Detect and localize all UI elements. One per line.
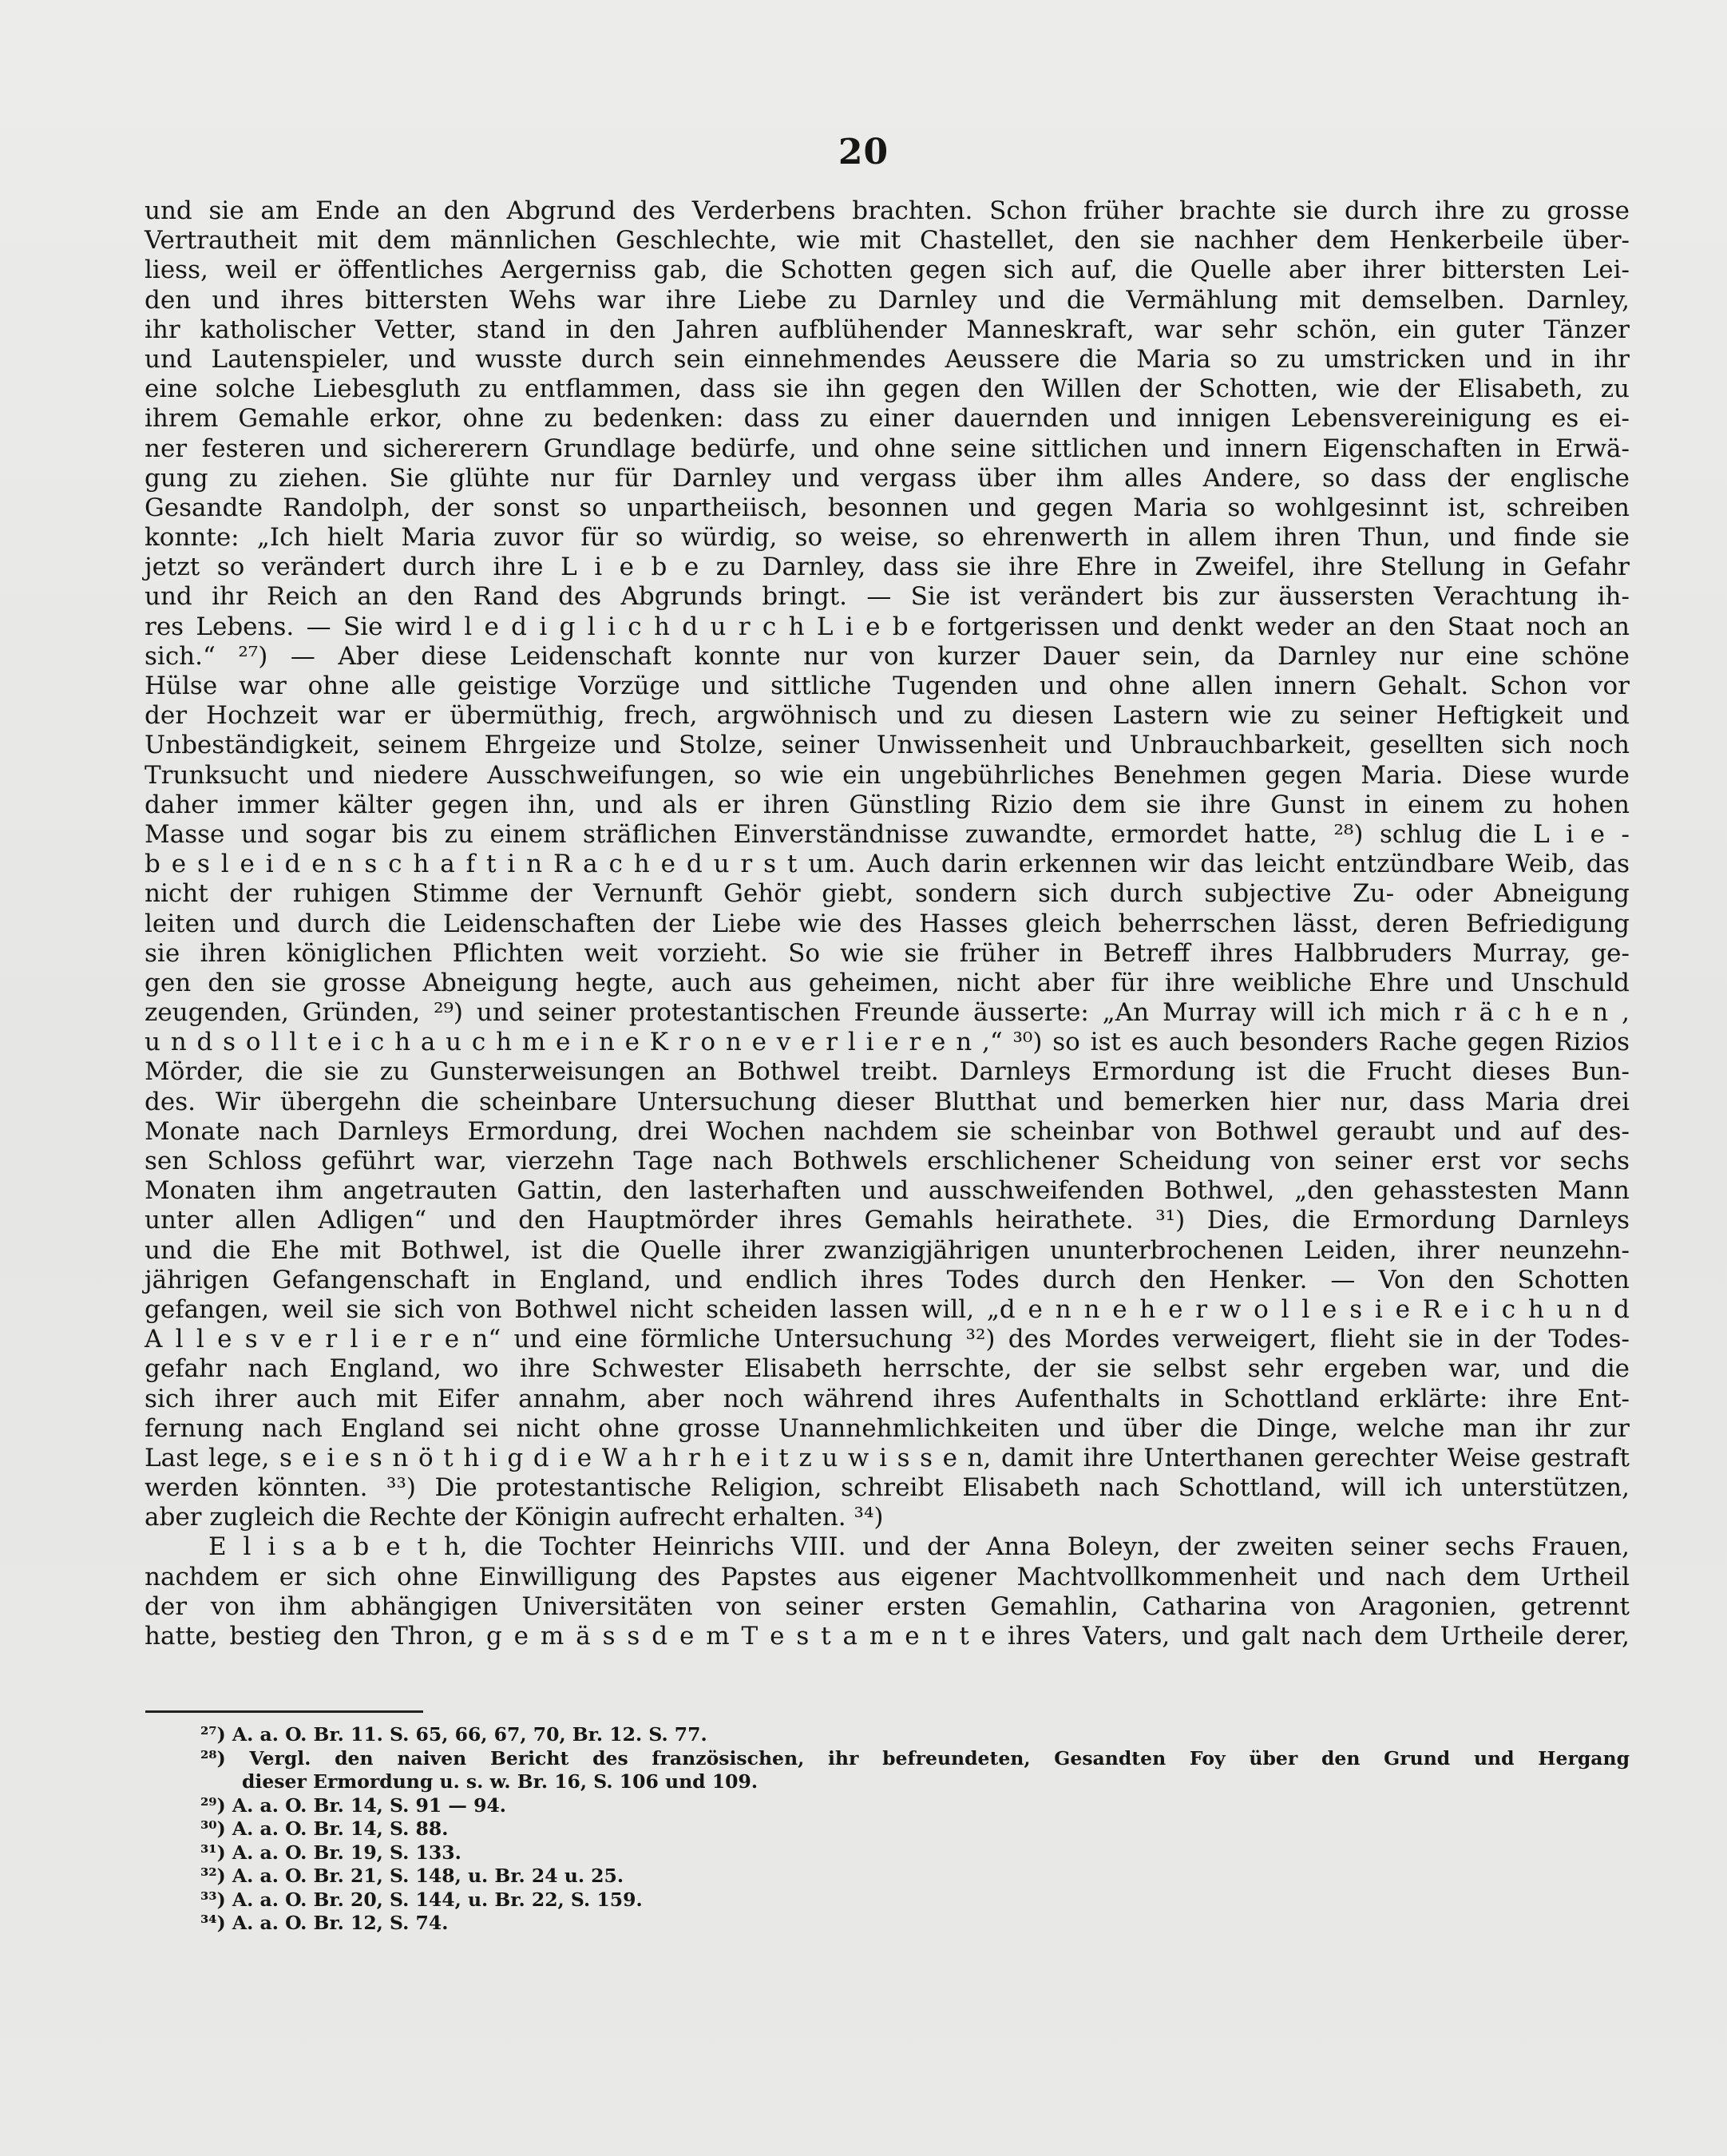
text-line: A l l e s v e r l i e r e n“ und eine förmliche Untersuchung ³²) des Mordes verweigert, flieht sie in der Todes- — [145, 1325, 1630, 1354]
text-line: und die Ehe mit Bothwel, ist die Quelle ihrer zwanzigjährigen ununterbrochenen Leiden, ihrer neunzehn- — [145, 1235, 1630, 1265]
text-line: eine solche Liebesgluth zu entflammen, dass sie ihn gegen den Willen der Schotten, wie der Elisabeth, zu — [145, 375, 1630, 404]
text-line: daher immer kälter gegen ihn, und als er ihren Günstling Rizio dem sie ihre Gunst in einem zu hohen — [145, 790, 1630, 819]
text-line: gen den sie grosse Abneigung hegte, auch aus geheimen, nicht aber für ihre weibliche Ehre und Unschuld — [145, 968, 1630, 997]
text-line: Monaten ihm angetrauten Gattin, den lasterhaften und ausschweifenden Bothwel, „den gehasstesten Mann — [145, 1176, 1630, 1206]
text-line: ner festeren und sichererern Grundlage bedürfe, und ohne seine sittlichen und innern Eigenschaften in Erwä- — [145, 434, 1630, 463]
footnote: ³³) A. a. O. Br. 20, S. 144, u. Br. 22, S. 159. — [200, 1888, 643, 1911]
text-line: Trunksucht und niedere Ausschweifungen, so wie ein ungebührliches Benehmen gegen Maria. Diese wurde — [145, 760, 1630, 790]
footnote-divider — [145, 1710, 423, 1713]
text-line: und sie am Ende an den Abgrund des Verderbens brachten. Schon früher brachte sie durch ihre zu grosse — [145, 196, 1630, 225]
text-line: Vertrautheit mit dem männlichen Geschlechte, wie mit Chastellet, den sie nachher dem Henkerbeile über- — [145, 226, 1630, 256]
text-line: res Lebens. — Sie wird l e d i g l i c h d u r c h L i e b e fortgerissen und denkt weder an den Staat noch an — [145, 612, 1630, 641]
text-line: nachdem er sich ohne Einwilligung des Papstes aus eigener Machtvollkommenheit und nach dem Urtheil — [145, 1562, 1630, 1591]
text-line: gefangen, weil sie sich von Bothwel nicht scheiden lassen will, „d e n n e h e r w o l l e s i e R e i c h u n d — [145, 1294, 1630, 1324]
text-line: leiten und durch die Leidenschaften der Liebe wie des Hasses gleich beherrschen lässt, deren Befriedigung — [145, 909, 1630, 938]
footnote: ³²) A. a. O. Br. 21, S. 148, u. Br. 24 u. 25. — [200, 1865, 624, 1887]
text-line: fernung nach England sei nicht ohne grosse Unannehmlichkeiten und über die Dinge, welche man ihr zur — [145, 1413, 1630, 1443]
text-line: ihr katholischer Vetter, stand in den Jahren aufblühender Manneskraft, war sehr schön, ein guter Tänzer — [145, 315, 1630, 344]
footnotes — [200, 1723, 1630, 1936]
text-line: zeugenden, Gründen, ²⁹) und seiner protestantischen Freunde äusserte: „An Murray will ich mich r ä c h e n , — [145, 998, 1630, 1028]
footnote: ²⁷) A. a. O. Br. 11. S. 65, 66, 67, 70, Br. 12. S. 77. — [200, 1723, 707, 1746]
footnote: ²⁸) Vergl. den naiven Bericht des französischen, ihr befreundeten, Gesandten Foy über den Grund und Hergang — [200, 1746, 1630, 1770]
text-line: der von ihm abhängigen Universitäten von seiner ersten Gemahlin, Catharina von Aragonien, getrennt — [145, 1591, 1630, 1621]
text-line: Monate nach Darnleys Ermordung, drei Wochen nachdem sie scheinbar von Bothwel geraubt und auf des- — [145, 1116, 1630, 1146]
text-line: Hülse war ohne alle geistige Vorzüge und sittliche Tugenden und ohne allen innern Gehalt. Schon vor — [145, 672, 1630, 700]
text-line: E l i s a b e t h, die Tochter Heinrichs VIII. und der Anna Boleyn, der zweiten seiner sechs Frauen, — [208, 1532, 1630, 1562]
text-line: und ihr Reich an den Rand des Abgrunds bringt. — Sie ist verändert bis zur äussersten Verachtung ih- — [145, 582, 1630, 612]
text-line: Gesandte Randolph, der sonst so unpartheiisch, besonnen und gegen Maria so wohlgesinnt ist, schreiben — [145, 493, 1630, 522]
text-line: und Lautenspieler, und wusste durch sein einnehmendes Aeussere die Maria so zu umstricken und in ihr — [145, 344, 1630, 374]
text-line: hatte, bestieg den Thron, g e m ä s s d e m T e s t a m e n t e ihres Vaters, und galt nach dem Urtheile derer, — [145, 1622, 1630, 1651]
text-line: jährigen Gefangenschaft in England, und endlich ihres Todes durch den Henker. — Von den Schotten — [145, 1265, 1630, 1294]
text-line: gefahr nach England, wo ihre Schwester Elisabeth herrschte, der sie selbst sehr ergeben war, und die — [145, 1354, 1630, 1384]
footnote: ²⁹) A. a. O. Br. 14, S. 91 — 94. — [200, 1793, 506, 1817]
footnote: ³⁴) A. a. O. Br. 12, S. 74. — [200, 1912, 449, 1934]
text-line: unter allen Adligen“ und den Hauptmörder ihres Gemahls heirathete. ³¹) Dies, die Ermordung Darnleys — [145, 1206, 1630, 1235]
text-line: nicht der ruhigen Stimme der Vernunft Gehör giebt, sondern sich durch subjective Zu- oder Abneigung — [145, 879, 1630, 909]
text-line: konnte: „Ich hielt Maria zuvor für so würdig, so weise, so ehrenwerth in allem ihren Thun, und finde sie — [145, 523, 1630, 553]
text-line: jetzt so verändert durch ihre L i e b e zu Darnley, dass sie ihre Ehre in Zweifel, ihre Stellung in Gefahr — [145, 553, 1630, 582]
footnote: ³⁰) A. a. O. Br. 14, S. 88. — [200, 1817, 449, 1840]
text-line: Mörder, die sie zu Gunsterweisungen an Bothwel treibt. Darnleys Ermordung ist die Frucht dieses Bun- — [145, 1057, 1630, 1087]
text-line: der Hochzeit war er übermüthig, frech, argwöhnisch und zu diesen Lastern wie zu seiner Heftigkeit und — [145, 701, 1630, 731]
text-line: des. Wir übergehn die scheinbare Untersuchung dieser Blutthat und bemerken hier nur, dass Maria drei — [145, 1087, 1630, 1116]
text-line: b e s l e i d e n s c h a f t i n R a c h e d u r s t um. Auch darin erkennen wir das leicht entzündbare Weib, das — [145, 850, 1630, 879]
text-line: sich.“ ²⁷) — Aber diese Leidenschaft konnte nur von kurzer Dauer sein, da Darnley nur eine schöne — [145, 641, 1630, 671]
text-line: Masse und sogar bis zu einem sträflichen Einverständnisse zuwandte, ermordet hatte, ²⁸) schlug die L i e - — [145, 819, 1630, 849]
text-line: den und ihres bittersten Wehs war ihre Liebe zu Darnley und die Vermählung mit demselben. Darnley, — [145, 285, 1630, 315]
text-line: sen Schloss geführt war, vierzehn Tage nach Bothwels erschlichener Scheidung von seiner erst vor sechs — [145, 1147, 1630, 1175]
text-line: Unbeständigkeit, seinem Ehrgeize und Stolze, seiner Unwissenheit und Unbrauchbarkeit, gesellten sich noch — [145, 731, 1630, 760]
text-line: werden könnten. ³³) Die protestantische Religion, schreibt Elisabeth nach Schottland, will ich unterstützen, — [145, 1473, 1630, 1503]
text-line: aber zugleich die Rechte der Königin aufrecht erhalten. ³⁴) — [145, 1503, 884, 1532]
text-line: sich ihrer auch mit Eifer annahm, aber noch während ihres Aufenthalts in Schottland erklärte: ihre Ent- — [145, 1384, 1630, 1413]
body-text — [145, 196, 1630, 1651]
text-line: sie ihren königlichen Pflichten weit vorzieht. So wie sie früher in Betreff ihres Halbbruders Murray, ge- — [145, 938, 1630, 968]
text-line: gung zu ziehen. Sie glühte nur für Darnley und vergass über ihm alles Andere, so dass der englische — [145, 463, 1630, 493]
text-line: liess, weil er öffentliches Aergerniss gab, die Schotten gegen sich auf, die Quelle aber ihrer bittersten Lei- — [145, 256, 1630, 285]
text-line: ihrem Gemahle erkor, ohne zu bedenken: dass zu einer dauernden und innigen Lebensvereinigung es ei- — [145, 404, 1630, 434]
footnote: ³¹) A. a. O. Br. 19, S. 133. — [200, 1841, 461, 1864]
text-line: Last lege, s e i e s n ö t h i g d i e W a h r h e i t z u w i s s e n, damit ihre Unterthanen gerechter Weise gestraft — [145, 1443, 1630, 1472]
page-number: 20 — [838, 132, 889, 172]
footnote: dieser Ermordung u. s. w. Br. 16, S. 106 und 109. — [242, 1770, 759, 1793]
text-line: u n d s o l l t e i c h a u c h m e i n e K r o n e v e r l i e r e n ,“ ³⁰) so ist es auch besonders Rache gegen Rizios — [145, 1028, 1630, 1057]
